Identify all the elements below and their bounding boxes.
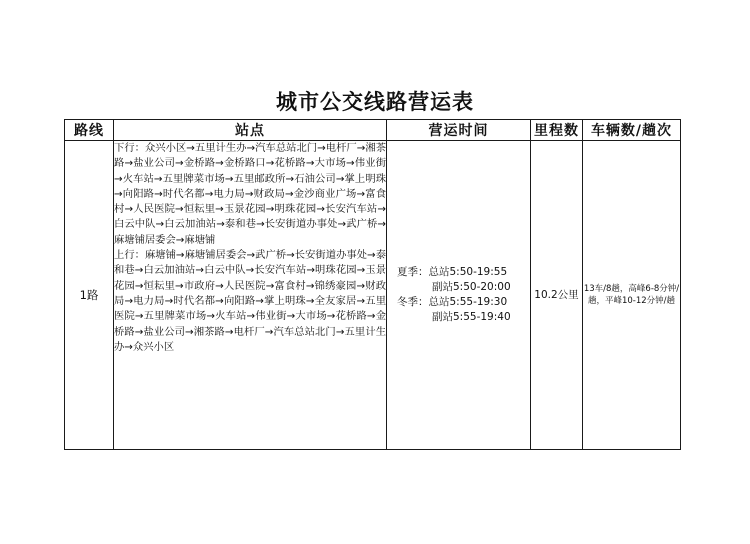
winter-hours-line: [387, 295, 530, 310]
table-header-row: [65, 120, 681, 141]
header-stops: 站点: [114, 120, 387, 141]
vehicles-and-frequency: 13车/8趟，高峰6-8分钟/趟，平峰10-12分钟/趟: [583, 141, 681, 450]
up-direction-stops: 上行：麻塘铺→麻塘铺居委会→武广桥→长安街道办事处→泰和巷→白云加油站→白云中队→长安汽车站→明珠花园→玉景花园→恒耘里→市政府→人民医院→富食村→锦绣豪园→财政局→电力局→时代名都→向阳路→掌上明珠→全友家居→五里医院→五里牌菜市场→火车站→伟业街→大市场→花桥路→金桥路→盐业公司→湘茶路→电杆厂→汽车总站北门→五里计生办→众兴小区: [114, 249, 386, 353]
route-stops-cell: [114, 141, 387, 450]
header-route: 路线: [65, 120, 114, 141]
header-vehicles: 车辆数/趟次: [583, 120, 681, 141]
winter-main-station: 总站5:55-19:30: [428, 296, 508, 308]
header-hours: 营运时间: [387, 120, 531, 141]
route-distance: 10.2公里: [531, 141, 583, 450]
winter-label: 冬季：: [397, 296, 429, 308]
header-distance: 里程数: [531, 120, 583, 141]
winter-sub-station: 副站5:55-19:40: [432, 311, 511, 323]
summer-main-station: 总站5:50-19:55: [428, 266, 508, 278]
route-name: 1路: [65, 141, 114, 450]
table-row: [65, 141, 681, 450]
bus-route-table: [64, 119, 681, 450]
summer-sub-station: 副站5:50-20:00: [432, 281, 511, 293]
summer-hours-line: [387, 265, 530, 280]
summer-label: 夏季：: [397, 266, 429, 278]
page-title: 城市公交线路营运表: [276, 90, 474, 114]
operating-hours-cell: [387, 141, 531, 450]
down-direction-stops: 下行：众兴小区→五里计生办→汽车总站北门→电杆厂→湘茶路→盐业公司→金桥路→金桥路口→花桥路→大市场→伟业街→火车站→五里牌菜市场→五里邮政所→石油公司→掌上明珠→向阳路→时代名都→电力局→财政局→金沙商业广场→富食村→人民医院→恒耘里→玉景花园→明珠花园→长安汽车站→白云中队→白云加油站→泰和巷→长安街道办事处→武广桥→麻塘铺居委会→麻塘铺: [114, 142, 386, 246]
